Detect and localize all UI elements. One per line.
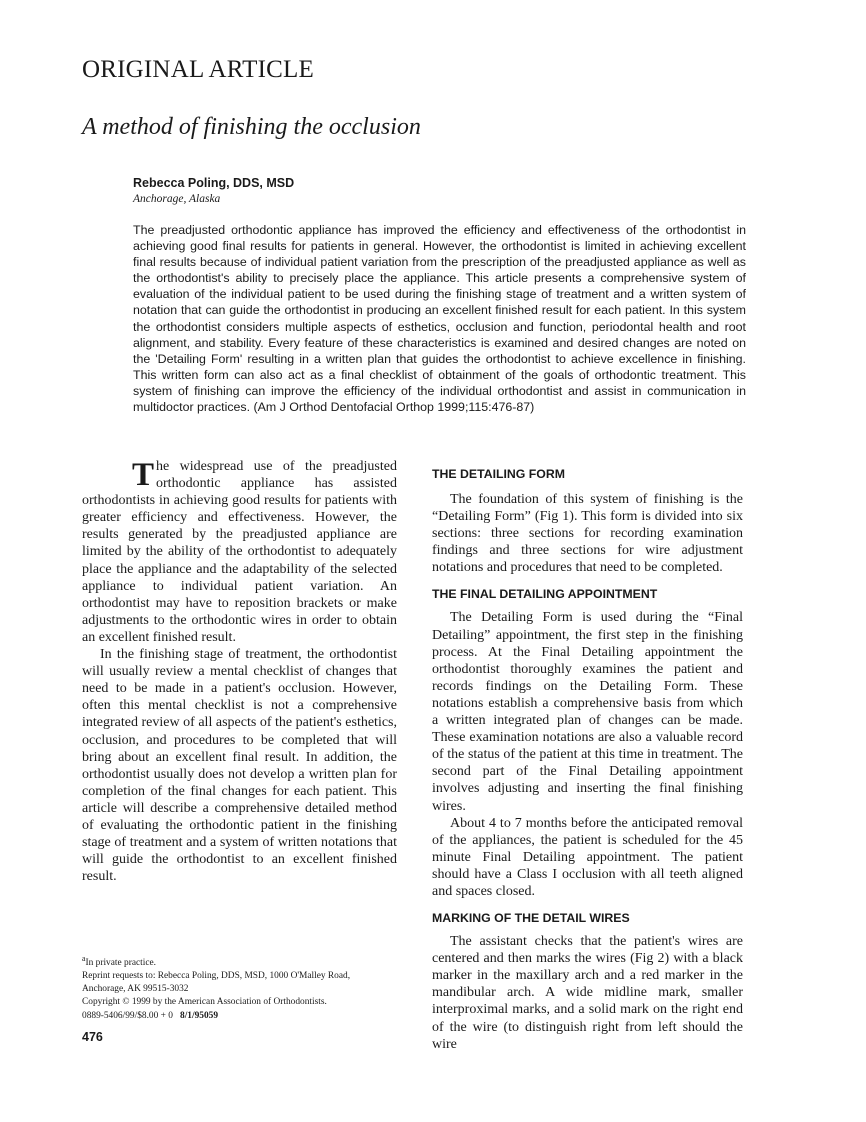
footnotes: [82, 952, 397, 1023]
footnote-code-text: 0889-5406/99/$8.00 + 0: [82, 1010, 173, 1021]
page-number: 476: [82, 1030, 103, 1044]
abstract: The preadjusted orthodontic appliance has improved the efficiency and effectiveness of the orthodontist in achieving good final results for patients in general. However, the orthodontist is limited in achieving excellent final results because of individual patient variation from the prescription of the preadjusted appliance as well as the orthodontist's ability to precisely place the appliance. This article presents a comprehensive system of evaluation of the individual patient to be used during the finishing stage of treatment and a written system of notation that can guide the orthodontist in producing an excellent finished result for each patient. In this system the orthodontist considers multiple aspects of esthetics, occlusion and function, periodontal health and root alignment, and stability. Every feature of these characteristics is examined and desired changes are noted on the 'Detailing Form' resulting in a written plan that guides the orthodontist to achieve excellence in finishing. This written form can also act as a final checklist of obtainment of the goals of orthodontic treatment. This system of finishing can improve the efficiency of the individual orthodontist and assist in communication in multidoctor practices. (Am J Orthod Dentofacial Orthop 1999;115:476-87): [133, 223, 746, 415]
footnote-private-practice: [82, 952, 397, 970]
final-detailing-paragraph-2: About 4 to 7 months before the anticipated removal of the appliances, the patient is scheduled for the 45 minute Final Detailing appointment. The patient should have a Class I occlusion with all teeth aligned and spaces closed.: [432, 815, 743, 899]
marking-wires-paragraph: The assistant checks that the patient's wires are centered and then marks the wires (Fig 2) with a black marker in the maxillary arch and a red marker in the mandibular arch. A wide midline mark, smaller interproximal marks, and a solid mark on the right end of the wire (to distinguish right from left should the wire: [432, 934, 743, 1052]
intro-paragraph-1-text: he widespread use of the preadjusted orthodontic appliance has assisted orthodontists in achieving good results for patients with greater efficiency and effectiveness. However, the results generated by the preadjusted appliance are limited by the ability of the orthodontist to adequately place the appliance and the adaptability of the selected appliance to individual patient variation. An orthodontist may have to reposition brackets or make adjustments to the orthodontic wires in order to obtain an excellent finished result.: [82, 459, 397, 645]
footnote-code-bold: 8/1/95059: [180, 1010, 219, 1021]
author-name: Rebecca Poling, DDS, MSD: [133, 176, 295, 190]
heading-marking-detail-wires: MARKING OF THE DETAIL WIRES: [432, 911, 630, 926]
heading-final-detailing-appointment: THE FINAL DETAILING APPOINTMENT: [432, 587, 658, 602]
body-column-right: [432, 458, 743, 1053]
body-column-left: [82, 458, 397, 885]
footnote-marker: a: [82, 954, 86, 963]
intro-paragraph-1: [82, 458, 397, 646]
footnote-copyright: Copyright © 1999 by the American Association of Orthodontists.: [82, 997, 327, 1008]
article-title: A method of finishing the occlusion: [82, 114, 421, 140]
footnote-private-practice-text: In private practice.: [85, 958, 157, 969]
heading-detailing-form: THE DETAILING FORM: [432, 467, 565, 481]
author-affiliation: Anchorage, Alaska: [133, 193, 221, 205]
footnote-code: [82, 1010, 397, 1023]
final-detailing-paragraph-1: The Detailing Form is used during the “Final Detailing” appointment, the first step in the finishing process. At the Final Detailing appointment the orthodontist thoroughly examines the patient and records findings on the Detailing Form. These notations establish a comprehensive basis from which a written integrated plan of changes can be made. These examination notations are also a valuable record of the status of the patient at this time in treatment. The second part of the Final Detailing appointment involves adjusting and inserting the final finishing wires.: [432, 610, 743, 814]
section-label: ORIGINAL ARTICLE: [82, 56, 314, 83]
drop-cap: T: [132, 457, 155, 493]
detailing-form-paragraph: The foundation of this system of finishing is the “Detailing Form” (Fig 1). This form is divided into six sections: three sections for recording examination findings and three sections for wire adjustment notations and procedures that need to be completed.: [432, 492, 743, 576]
footnote-reprint: Reprint requests to: Rebecca Poling, DDS, MSD, 1000 O'Malley Road,: [82, 971, 351, 982]
intro-paragraph-2: In the finishing stage of treatment, the orthodontist will usually review a mental checklist of changes that need to be made in a patient's occlusion. However, often this mental checklist is not a comprehensive integrated review of all aspects of the patient's esthetics, occlusion, and procedures to be completed that will bring about an excellent final result. In addition, the orthodontist usually does not develop a written plan for completion of the final changes for each patient. This article will describe a comprehensive detailed method of evaluating the orthodontic patient in the finishing stage of treatment and a system of written notations that will guide the orthodontist to an excellent finished result.: [82, 647, 397, 885]
footnote-address: Anchorage, AK 99515-3032: [82, 984, 189, 995]
